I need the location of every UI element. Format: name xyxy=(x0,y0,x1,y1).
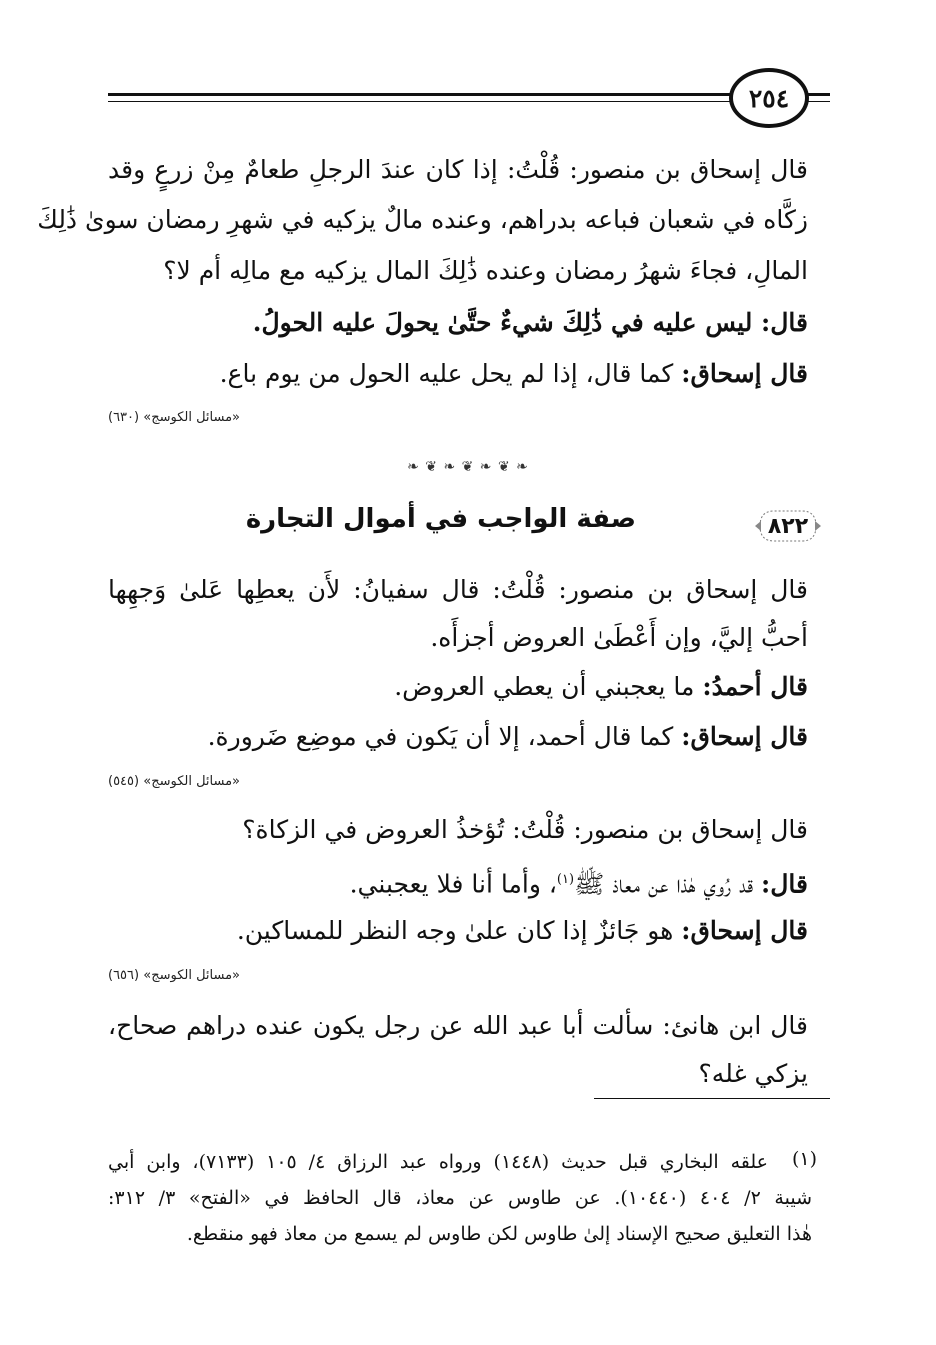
footnote-marker[interactable]: (١) xyxy=(556,872,575,887)
speaker-label: قال أحمدُ: xyxy=(702,672,808,701)
speaker-label: قال إسحاق: xyxy=(681,359,808,388)
answer-line xyxy=(350,862,808,902)
speaker-label: قال إسحاق: xyxy=(681,722,808,751)
source-reference: «مسائل الكوسج» (٦٣٠) xyxy=(108,410,241,425)
ahmad-text: ما يعجبني أن يعطي العروض. xyxy=(394,672,703,701)
ishaq-line xyxy=(220,356,808,392)
source-reference: «مسائل الكوسج» (٥٤٥) xyxy=(108,774,241,789)
header-rule-thick xyxy=(108,93,830,96)
ishaq-text: هو جَائزٌ إذا كان علىٰ وجه النظر للمساكين. xyxy=(236,916,682,945)
page-number: ٢٥٤ xyxy=(729,68,809,128)
ishaq-text: كما قال أحمد، إلا أن يَكون في موضِع ضَرورة. xyxy=(207,722,682,751)
footnote-line: هٰذا التعليق صحيح الإسناد إلىٰ طاوس لكن طاوس لم يسمع من معاذ فهو منقطع. xyxy=(186,1223,812,1245)
footnote-separator xyxy=(594,1098,830,1099)
footnote-line: شيبة ٢/ ٤٠٤ (١٠٤٤٠). عن طاوس عن معاذ، قال الحافظ في «الفتح» ٣/ ٣١٢: xyxy=(108,1187,812,1209)
source-reference: «مسائل الكوسج» (٦٥٦) xyxy=(108,968,241,983)
speaker-label: قال: xyxy=(761,869,808,899)
text-line: قال ابن هانئ: سألت أبا عبد الله عن رجل يكون عنده دراهم صحاح، xyxy=(108,1011,808,1040)
answer-text: ليس عليه في ذَٰلِكَ شيءٌ حتَّىٰ يحولَ عليه الحولُ. xyxy=(252,308,762,337)
speaker-label: قال إسحاق: xyxy=(681,916,808,945)
text-line: المالِ، فجاءَ شهرُ رمضان وعنده ذَٰلِكَ المال يزكيه مع مالِه أم لا؟ xyxy=(163,256,808,285)
text-line: أحبُّ إليَّ، وإن أَعْطَىٰ العروض أجزأَه. xyxy=(430,623,808,652)
text-line: زكَّاه في شعبان فباعه بدراهم، وعنده مالٌ يزكيه في شهرِ رمضان سوىٰ ذَٰلِكَ xyxy=(37,205,808,234)
footnote-line: علقه البخاري قبل حديث (١٤٤٨) ورواه عبد الرزاق ٤/ ١٠٥ (٧١٣٣)، وابن أبي xyxy=(108,1151,769,1173)
speaker-label: قال: xyxy=(761,308,808,337)
section-number: ٨٢٢ xyxy=(767,513,809,539)
answer-text-cont: ، وأما أنا فلا يعجبني. xyxy=(349,869,557,899)
section-number-badge xyxy=(752,505,824,547)
ahmad-line xyxy=(394,669,808,705)
answer-line xyxy=(253,305,808,341)
section-title: صفة الواجب في أموال التجارة xyxy=(245,504,636,534)
text-line: قال إسحاق بن منصور: قُلْتُ: قال سفيانُ: لأَن يعطِها عَلىٰ وَجهِها xyxy=(108,575,808,604)
ishaq-text: كما قال، إذا لم يحل عليه الحول من يوم باع. xyxy=(219,359,682,388)
answer-text: قد رُوي هٰذا عن معاذ ﷺ xyxy=(574,869,762,899)
section-divider-ornament: ❧ ❦ ❧ ❦ ❧ ❦ ❧ xyxy=(407,459,529,475)
footnote-number: (١) xyxy=(792,1148,818,1170)
ishaq-line xyxy=(237,913,808,949)
text-line: قال إسحاق بن منصور: قُلْتُ: إذا كان عندَ الرجلِ طعامٌ مِنْ زرعٍ وقد xyxy=(108,155,808,184)
text-line: قال إسحاق بن منصور: قُلْتُ: تُؤخذُ العروض في الزكاة؟ xyxy=(242,815,808,844)
ishaq-line xyxy=(208,719,808,755)
text-line: يزكي غله؟ xyxy=(698,1059,808,1088)
header-rule-thin xyxy=(108,101,830,102)
